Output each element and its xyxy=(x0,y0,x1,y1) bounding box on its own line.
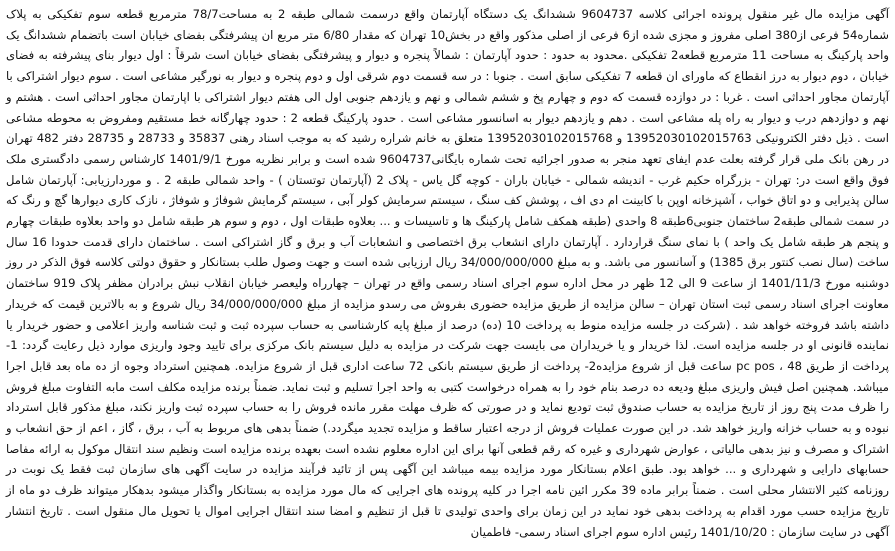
auction-notice-text: آگهی مزایده مال غیر منقول پرونده اجرائی کلاسه 9604737 ششدانگ یک دستگاه آپارتمان واقع درسمت شمالی طبقه 2 به مساحت78/7 مترمربع قطعه سوم تفکیکی به پلاک شماره54 فرعی از380 اصلی مفروز و مجزی شده از6 فرعی از اصلی مذکور واقع در بخش10 تهران که مقدار 6/80 متر مربع ان پیشرفتگی بفضای خیابان است باتضمام ششدانگ یک واحد پارکینگ به مساحت 11 مترمربع قطعه2 تفکیکی .محدود به حدود : حدود آپارتمان : شمالاً پنجره و دیوار و پیشرفتگی بفضای خیابان است شرقاً : اول دیوار بنای پیشرفته به فضای خیابان ، دوم دیوار به درز انقطاع که ماورای ان قطعه 7 تفکیکی سابق است . جنوبا : در سه قسمت دوم شرقی اول و دوم پنجره و دیوار به نورگیر مشاعی است . سوم دیوار اشتراکی با آپارتمان مجاور احداثی است . غربا : در دوازده قسمت که دوم و چهارم پخ و ششم شمالی و نهم و یازدهم جنوبی اول الی هفتم دیوار اشتراکی با اپارتمان مجاور احداثی است . هشتم و نهم و دوازدهم درب و دیوار به راه پله مشاعی است . دهم و یازدهم دیوار به اسانسور مشاعی است . حدود پارکینگ قطعه 2 : حدود چهارگانه خط مستقیم ومفروض به محوطه مشاعی است . ذیل دفتر الکترونیکی 13952030102015763 و 13952030102015768 متعلق به خانم شراره رشید که به موجب اسناد رهنی 35837 و 28733 و 28735 دفتر 482 تهران در رهن بانک ملی قرار گرفته بعلت عدم ایفای تعهد منجر به صدور اجرائیه تحت شماره بایگانی9604737 شده است و برابر نظریه مورخ 1401/9/1 کارشناس رسمی دادگستری ملک فوق واقع است در: تهران - بزرگراه حکیم غرب - اندیشه شمالی - خیابان باران - کوچه گل یاس - پلاک 2 (آپارتمان توتستان ) - واحد شمالی طبقه 2 . و موردارزیابی: آپارتمان شامل سالن پذیرایی و دو اتاق خواب ، آشپزخانه اوپن با کابینت ام دی اف ، پوشش کف سنگ ، سیستم سرمایش کولر آبی ، سیستم گرمایش شوفاژ و شوفاژ ، نازک کاری دیوارها گچ و رنگ که در سمت شمالی طبقه2 ساختمان جنوبی6طبقه 8 واحدی (طبقه همکف شامل پارکینگ ها و تاسیسات و ... بعلاوه طبقات اول ، دوم و سوم هر طبقه شامل دو واحد بعلاوه طبقات چهارم و پنجم هر طبقه شامل یک واحد ) با نمای سنگ قراردارد . آپارتمان دارای انشعاب برق اختصاصی و انشعابات آب و برق و گاز اشتراکی است . ساختمان دارای قدمت حدودا 16 سال ساخت (سال نصب کنتور برق 1385) و آسانسور می باشد. و به مبلغ 34/000/000/000 ریال ارزیابی شده است و جهت وصول طلب بستانکار و حقوق دولتی کلاسه فوق الذکر در روز دوشنبه مورخ 1401/11/3 از ساعت 9 الی 12 ظهر در محل اداره سوم اجرای اسناد رسمی واقع در تهران – چهارراه ولیعصر خیابان انقلاب نبش برادران مظفر پلاک 919 ساختمان معاونت اجرای اسناد رسمی ثبت استان تهران – سالن مزایده از طریق مزایده حضوری بفروش می رسدو مزایده از مبلغ 34/000/000/000 ریال شروع و به بالاترین قیمت که خریدار داشته باشد فروخته خواهد شد . (شرکت در جلسه مزایده منوط به پرداخت 10 (ده) درصد از مبلغ پایه کارشناسی به حساب سپرده ثبت و ثبت شناسه واریز اعلامی و حضور خریدار یا نماینده قانونی او در جلسه مزایده است. لذا خریدار و یا خریداران می بایست جهت شرکت در مزایده به دلیل سیستم بانک مرکزی برای تایید وجود واریزی موارد ذیل رعایت گردد: 1- پرداخت از طریق pc pos ، 48 ساعت قبل از شروع مزایده2- پرداخت از طریق سیستم بانکی 72 ساعت اداری قبل از شروع مزایده. همچنین استرداد وجوه از ده ماه بعد قابل اجرا میباشد. همچنین اصل فیش واریزی مبلغ ودیعه ده درصد بنام خود را به همراه درخواست کتبی به واحد اجرا تسلیم و ثبت نماید. ضمناً برنده مزایده مکلف است مابه التفاوت مبلغ فروش را ظرف مدت پنج روز از تاریخ مزایده به حساب صندوق ثبت تودیع نماید و در صورتی که ظرف مهلت مقرر مانده فروش را به حساب سپرده ثبت واریز نکند، مبلغ مذکور قابل استرداد نبوده و به حساب خزانه واریز خواهد شد. در این صورت عملیات فروش از درجه اعتبار ساقط و مزایده تجدید میگردد.) ضمناً بدهی های مربوط به آب ، برق ، گاز ، اعم از حق انشعاب و اشتراک و مصرف و نیز بدهی مالیاتی ، عوارض شهرداری و غیره که رقم قطعی آنها برای این اداره معلوم نشده است بعهده برنده مزایده است ونظیم سند انتقال موکول به ارائه مفاصا حسابهای دارایی و شهرداری و ... خواهد بود. طبق اعلام بستانکار مورد مزایده بیمه میباشد این آگهی پس از تائید فرآیند مزایده در سایت آگهی های سازمان ثبت فقط یک نوبت در روزنامه کثیر الانتشار محلی است . ضمناً برابر ماده 39 مکرر ائین نامه اجرا در کلیه پرونده های اجرایی که مال مورد مزایده به بستانکار واگذار میشود بدهکار میتواند ظرف دو ماه از تاریخ مزایده حسب مورد اقدام به پرداخت بدهی خود نماید در این زمان برای واحدی تولیدی تا قبل از تنظیم و امضا سند انتقال اجرایی اموال یا تحویل مال منقول است . تاریخ انتشار آگهی در سایت سازمان : 1401/10/20 رئیس اداره سوم اجرای اسناد رسمی- فاطمیان xyxy=(6,7,890,539)
